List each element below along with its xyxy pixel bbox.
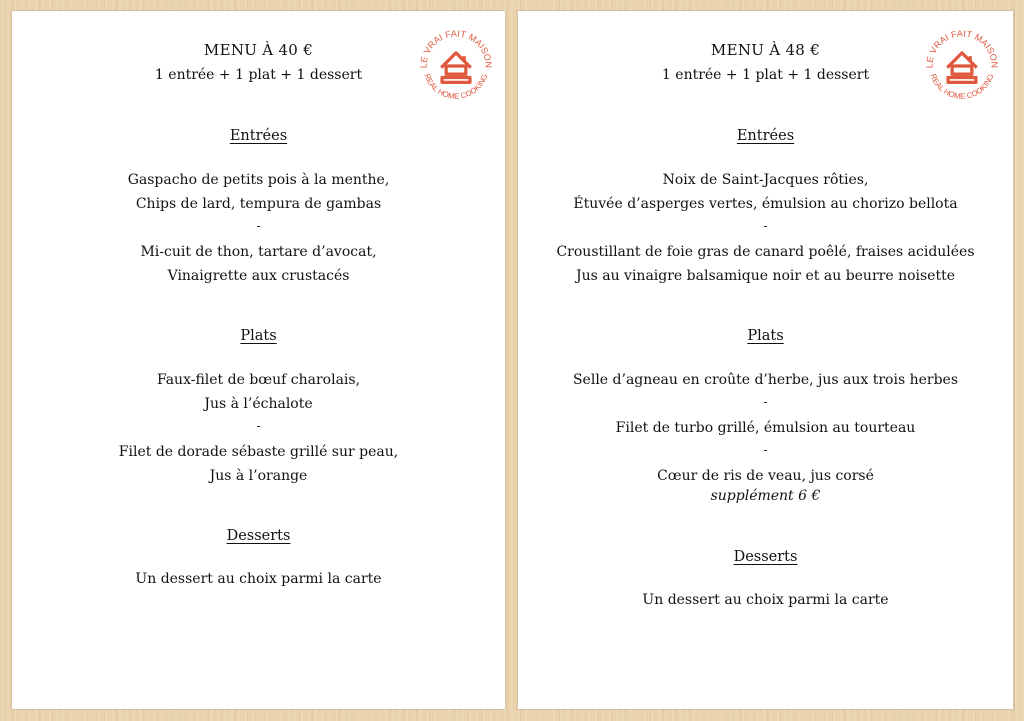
item-separator: - (256, 219, 261, 233)
section-heading-desserts: Desserts (226, 528, 291, 544)
supplement-note: supplément 6 € (710, 488, 821, 504)
item-separator: - (256, 419, 261, 433)
menu-title: MENU À 40 € (203, 41, 314, 59)
menu-item-line: Cœur de ris de veau, jus corsé (657, 468, 874, 484)
menu-sheet-48 (518, 11, 1013, 709)
menu-item-line: Croustillant de foie gras de canard poêlé, fraises acidulées (556, 244, 975, 260)
menu-item-line: Filet de turbo grillé, émulsion au tourteau (615, 420, 916, 436)
menu-subtitle: 1 entrée + 1 plat + 1 dessert (154, 67, 363, 83)
fait-maison-logo (921, 25, 1003, 107)
section-heading-plats: Plats (747, 328, 784, 344)
menu-item-line: Étuvée d’asperges vertes, émulsion au chorizo bellota (573, 196, 958, 212)
menu-item-line: Mi-cuit de thon, tartare d’avocat, (140, 244, 377, 260)
menu-item-line: Un dessert au choix parmi la carte (642, 592, 889, 608)
menu-title: MENU À 48 € (710, 41, 821, 59)
item-separator: - (763, 443, 768, 457)
logo-top-text: LE VRAI FAIT MAISON (924, 28, 1000, 69)
logo-bottom-text: REAL HOME COOKING (422, 72, 490, 101)
menu-item-line: Jus à l’échalote (204, 396, 313, 412)
menu-item-line: Filet de dorade sébaste grillé sur peau, (118, 444, 399, 460)
logo-bottom-text: REAL HOME COOKING (928, 72, 996, 101)
logo-top-text: LE VRAI FAIT MAISON (418, 28, 494, 69)
menu-item-line: Vinaigrette aux crustacés (167, 268, 350, 284)
menu-item-line: Noix de Saint-Jacques rôties, (662, 172, 869, 188)
menu-sheet-40 (12, 11, 505, 709)
section-heading-entrees: Entrées (229, 128, 288, 144)
menu-item-line: Selle d’agneau en croûte d’herbe, jus aux trois herbes (572, 372, 959, 388)
item-separator: - (763, 219, 768, 233)
menu-item-line: Jus au vinaigre balsamique noir et au beurre noisette (575, 268, 956, 284)
item-separator: - (763, 395, 768, 409)
fait-maison-logo (415, 25, 497, 107)
section-heading-desserts: Desserts (733, 549, 798, 565)
menu-subtitle: 1 entrée + 1 plat + 1 dessert (661, 67, 870, 83)
menu-item-line: Un dessert au choix parmi la carte (135, 571, 382, 587)
menu-item-line: Gaspacho de petits pois à la menthe, (127, 172, 390, 188)
section-heading-plats: Plats (240, 328, 277, 344)
menu-item-line: Chips de lard, tempura de gambas (135, 196, 382, 212)
menu-item-line: Faux-filet de bœuf charolais, (156, 372, 361, 388)
section-heading-entrees: Entrées (736, 128, 795, 144)
menu-item-line: Jus à l’orange (209, 468, 308, 484)
